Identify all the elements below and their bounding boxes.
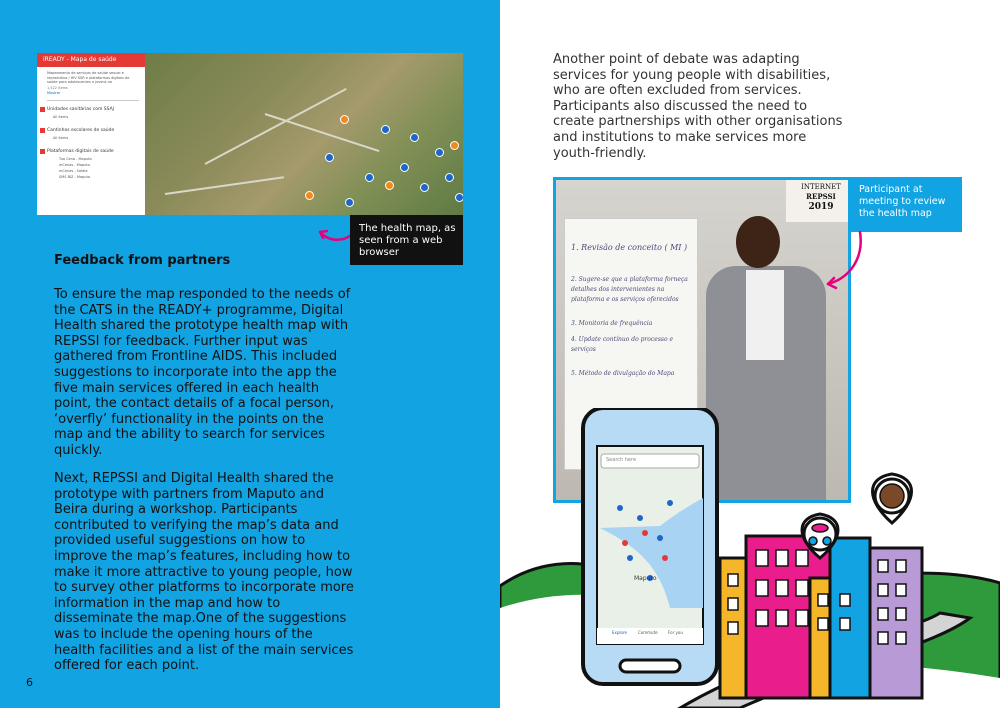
city-phone-illustration xyxy=(500,408,1000,708)
map-road xyxy=(165,176,284,195)
map-pin[interactable] xyxy=(345,198,354,207)
layer-item-mcenas-sofala: mCenas - Sofala xyxy=(59,168,88,173)
map-pin[interactable] xyxy=(385,181,394,190)
pills-pin-icon xyxy=(804,518,836,550)
satellite-map[interactable] xyxy=(145,53,463,215)
layer-school-corners-items: All items xyxy=(53,135,69,140)
body-paragraph-2: Next, REPSSI and Digital Health shared the prototype with partners from Maputo and Beira during a workshop. Participants contributed to verifying the map’s data and provided useful suggestions on how to improve the map’s features, including how to make it more attractive to young people, how to survey other platforms to incorporate more information in the map and how to disseminate the map.One of the suggestions was to include the opening hours of the health facilities and a list of the main services offered for each point. xyxy=(54,471,354,674)
photo-sign xyxy=(786,180,851,222)
curved-arrow-icon xyxy=(820,228,870,290)
sign-line-2: REPSSI xyxy=(806,192,836,201)
map-app-title: iREADY - Mapa de saúde xyxy=(37,53,145,67)
map-panel-count: 1,522 items xyxy=(47,85,68,90)
map-panel-link[interactable]: Mostrar xyxy=(47,90,61,95)
layer-school-corners[interactable]: Cantinhos escolares de saúde xyxy=(47,128,141,133)
layer-item-tua-cena: Tua Cena - Maputo xyxy=(59,156,92,161)
body-paragraph-1: To ensure the map responded to the needs of the CATS in the READY+ programme, Digital Health shared the prototype health map with REPSSI for feedback. Further input was gathered from Frontline AIDS. This included suggestions to incorporate into the app the five main services offered in each health point, the contact details of a focal person, ‘overfly’ functionality in the points on the map and the ability to search for services quickly. xyxy=(54,287,351,458)
participant-head xyxy=(736,216,780,268)
flipchart-line-4: 4. Update contínuo do processo e serviços xyxy=(571,336,674,353)
map-pin[interactable] xyxy=(325,153,334,162)
map-pin[interactable] xyxy=(365,173,374,182)
map-pin[interactable] xyxy=(455,193,463,202)
map-pin[interactable] xyxy=(340,115,349,124)
participant-shirt xyxy=(746,270,784,360)
layer-digital-platforms[interactable]: Plataformas digitais de saúde xyxy=(47,149,141,154)
map-pin[interactable] xyxy=(435,148,444,157)
map-side-panel xyxy=(37,53,145,215)
flipchart-line-3: 3. Monitoria de frequência xyxy=(571,320,653,327)
map-pin[interactable] xyxy=(400,163,409,172)
phone-footer-foryou[interactable]: For you xyxy=(668,630,683,635)
page-number-left: 6 xyxy=(26,676,33,689)
map-caption: The health map, as seen from a web browser xyxy=(350,215,463,265)
sign-line-3: 2019 xyxy=(808,202,834,212)
layer-health-units[interactable]: Unidades sanitárias com SSAJ xyxy=(47,107,141,112)
layer-item-sms-biz: SMS BIZ - Maputo xyxy=(59,174,91,179)
flipchart-line-1: 1. Revisão de conceito ( MI ) xyxy=(571,243,688,252)
map-pin[interactable] xyxy=(381,125,390,134)
section-heading: Feedback from partners xyxy=(54,253,231,268)
map-panel-divider xyxy=(47,100,139,101)
photo-caption: Participant at meeting to review the health map xyxy=(850,177,962,232)
sign-line-1: INTERNET xyxy=(801,183,841,191)
map-pin[interactable] xyxy=(445,173,454,182)
flipchart-line-2: 2. Sugere-se que a plataforma forneça detalhes dos intervenientes na plataforma e os serviços oferecidos xyxy=(571,276,688,303)
layer-health-units-items: All items xyxy=(53,114,69,119)
map-pin[interactable] xyxy=(305,191,314,200)
health-map-screenshot xyxy=(37,53,463,215)
flipchart-line-5: 5. Método de divulgação do Mapa xyxy=(571,370,675,377)
map-pin[interactable] xyxy=(450,141,459,150)
layer-item-mcenas-maputo: mCenas - Maputo xyxy=(59,162,90,167)
map-pin[interactable] xyxy=(410,133,419,142)
map-panel-description: Mapeamento de serviços de saúde sexual e reprodutiva / HIV SSR e plataformas digitais de saúde para adolescentes e jovens na xyxy=(47,71,130,84)
map-pin[interactable] xyxy=(420,183,429,192)
phone-footer-commute[interactable]: Commute xyxy=(638,630,658,635)
phone-search-field[interactable]: Search here xyxy=(606,457,637,463)
intro-paragraph: Another point of debate was adapting services for young people with disabilities, who are often excluded from services. Participants also discussed the need to create partnerships with other organisations and institutions to make services more youth-friendly. xyxy=(553,52,843,161)
phone-footer-explore[interactable]: Explore xyxy=(612,630,628,635)
phone-map-city-label: Maputo xyxy=(634,575,657,582)
map-road xyxy=(265,113,380,152)
curved-arrow-icon xyxy=(314,222,354,246)
